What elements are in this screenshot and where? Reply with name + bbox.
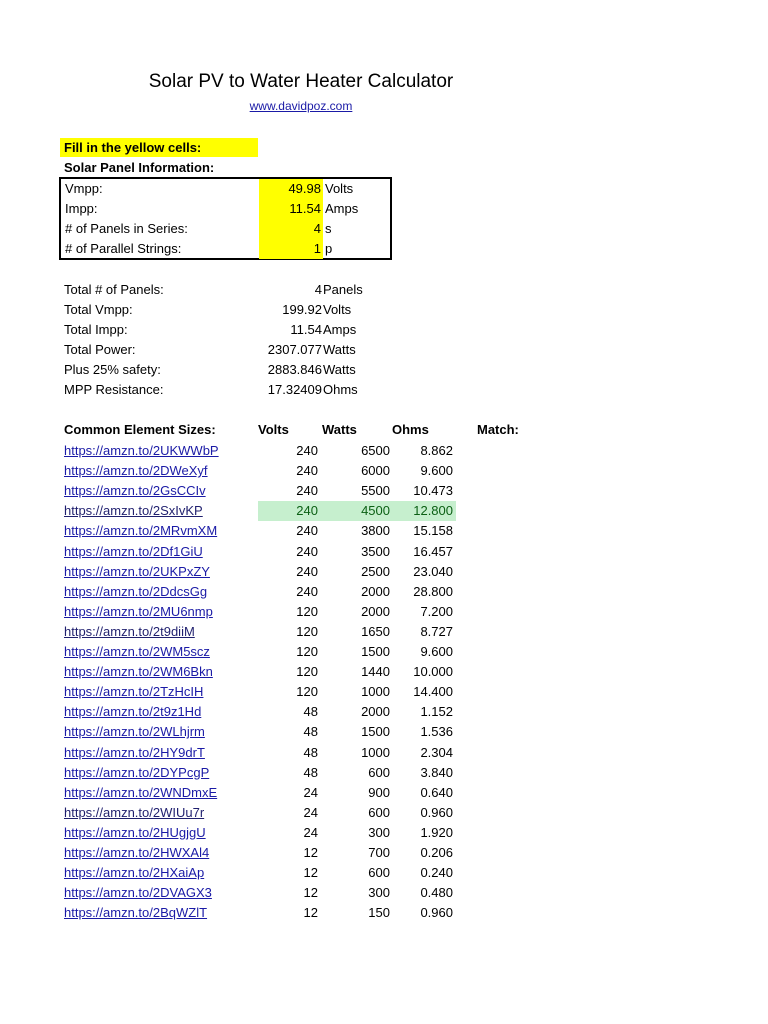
element-link[interactable]: https://amzn.to/2MU6nmp — [64, 603, 213, 619]
element-ohms: 1.152 — [420, 704, 453, 720]
element-watts: 1500 — [361, 724, 390, 740]
element-ohms: 14.400 — [413, 684, 453, 700]
element-ohms: 0.240 — [420, 865, 453, 881]
panel-section-heading: Solar Panel Information: — [64, 160, 215, 175]
calc-value: 4 — [314, 282, 322, 297]
element-row — [60, 722, 460, 742]
element-row — [60, 763, 460, 783]
element-link[interactable]: https://amzn.to/2BqWZlT — [64, 905, 208, 921]
calc-label: Total Impp: — [64, 322, 128, 337]
element-ohms: 7.200 — [420, 603, 453, 619]
element-watts: 3800 — [361, 523, 390, 539]
element-volts: 12 — [303, 885, 318, 901]
element-ohms: 9.600 — [420, 463, 453, 479]
input-unit: Volts — [325, 181, 354, 196]
element-volts: 24 — [303, 784, 318, 800]
element-link[interactable]: https://amzn.to/2WM6Bkn — [64, 664, 213, 680]
element-link[interactable]: https://amzn.to/2WIUu7r — [64, 804, 205, 820]
element-row — [60, 662, 460, 682]
website-link[interactable]: www.davidpoz.com — [249, 99, 353, 113]
element-volts: 120 — [296, 623, 318, 639]
element-volts: 48 — [303, 704, 318, 720]
element-volts: 240 — [296, 523, 318, 539]
element-watts: 150 — [368, 905, 390, 921]
element-volts: 12 — [303, 865, 318, 881]
element-link[interactable]: https://amzn.to/2SxIvKP — [64, 503, 203, 519]
calc-label: MPP Resistance: — [64, 382, 164, 397]
element-row — [60, 823, 460, 843]
element-link[interactable]: https://amzn.to/2GsCCIv — [64, 483, 206, 499]
fill-instruction: Fill in the yellow cells: — [60, 138, 258, 157]
element-watts: 2000 — [361, 603, 390, 619]
element-ohms: 8.862 — [420, 443, 453, 458]
element-row — [60, 582, 460, 602]
input-label: # of Panels in Series: — [65, 221, 188, 236]
input-row-impp — [61, 199, 390, 219]
element-watts: 300 — [368, 824, 390, 840]
input-label: Impp: — [65, 201, 98, 216]
element-volts: 24 — [303, 804, 318, 820]
calc-total-panels — [64, 280, 384, 300]
calc-label: Total Power: — [64, 342, 136, 357]
element-link[interactable]: https://amzn.to/2t9diiM — [64, 623, 195, 639]
element-watts: 600 — [368, 764, 390, 780]
input-unit: Amps — [325, 201, 359, 216]
element-link[interactable]: https://amzn.to/2Df1GiU — [64, 543, 203, 559]
element-ohms: 3.840 — [420, 764, 453, 780]
calc-value: 2883.846 — [267, 362, 322, 377]
element-ohms: 10.473 — [413, 483, 453, 499]
element-volts: 240 — [296, 443, 318, 458]
element-volts: 240 — [296, 503, 318, 519]
element-ohms: 15.158 — [413, 523, 453, 539]
element-row — [60, 542, 460, 562]
element-row — [60, 501, 460, 521]
element-watts: 4500 — [361, 503, 390, 519]
element-row — [60, 562, 460, 582]
element-watts: 2000 — [361, 704, 390, 720]
elements-header-match: Match: — [477, 422, 519, 437]
element-ohms: 0.640 — [420, 784, 453, 800]
element-watts: 1000 — [361, 744, 390, 760]
element-watts: 700 — [368, 845, 390, 860]
element-volts: 120 — [296, 684, 318, 700]
element-link[interactable]: https://amzn.to/2HUgjgU — [64, 824, 206, 840]
calc-safety-power — [64, 360, 384, 380]
calc-unit: Watts — [323, 342, 356, 357]
element-row — [60, 883, 460, 903]
element-watts: 2500 — [361, 563, 390, 579]
element-row — [60, 803, 460, 823]
impp-input[interactable]: 11.54 — [259, 199, 323, 219]
element-ohms: 1.920 — [420, 824, 453, 840]
element-link[interactable]: https://amzn.to/2DdcsGg — [64, 583, 208, 599]
element-volts: 12 — [303, 845, 318, 860]
element-volts: 240 — [296, 463, 318, 479]
element-volts: 240 — [296, 583, 318, 599]
calc-label: Total # of Panels: — [64, 282, 164, 297]
element-row — [60, 843, 460, 863]
input-unit: p — [325, 241, 333, 256]
element-watts: 900 — [368, 784, 390, 800]
element-row — [60, 682, 460, 702]
element-link[interactable]: https://amzn.to/2UKWWbP — [64, 443, 219, 458]
calc-total-power — [64, 340, 384, 360]
input-row-vmpp — [61, 179, 390, 199]
element-ohms: 16.457 — [413, 543, 453, 559]
element-link[interactable]: https://amzn.to/2UKPxZY — [64, 563, 210, 579]
element-watts: 3500 — [361, 543, 390, 559]
element-watts: 1000 — [361, 684, 390, 700]
element-row — [60, 481, 460, 501]
element-volts: 240 — [296, 483, 318, 499]
element-watts: 1440 — [361, 664, 390, 680]
element-row — [60, 602, 460, 622]
element-ohms: 1.536 — [420, 724, 453, 740]
element-link[interactable]: https://amzn.to/2DYPcgP — [64, 764, 210, 780]
calc-label: Total Vmpp: — [64, 302, 133, 317]
element-ohms: 0.960 — [420, 905, 453, 921]
element-volts: 48 — [303, 724, 318, 740]
element-link[interactable]: https://amzn.to/2WLhjrm — [64, 724, 205, 740]
calc-unit: Amps — [323, 322, 357, 337]
element-link[interactable]: https://amzn.to/2TzHcIH — [64, 684, 204, 700]
element-watts: 600 — [368, 865, 390, 881]
input-row-series — [61, 219, 390, 239]
element-volts: 48 — [303, 744, 318, 760]
calc-value: 11.54 — [290, 322, 322, 337]
element-ohms: 0.480 — [420, 885, 453, 901]
element-watts: 1500 — [361, 644, 390, 659]
calc-unit: Watts — [323, 362, 356, 377]
vmpp-input[interactable]: 49.98 — [259, 179, 323, 199]
calc-value: 2307.077 — [267, 342, 322, 357]
element-ohms: 9.600 — [420, 644, 453, 659]
element-ohms: 23.040 — [413, 563, 453, 579]
element-watts: 1650 — [361, 623, 390, 639]
element-volts: 12 — [303, 905, 318, 921]
element-volts: 120 — [296, 664, 318, 680]
element-ohms: 0.206 — [420, 845, 453, 860]
element-ohms: 10.000 — [413, 664, 453, 680]
element-volts: 240 — [296, 563, 318, 579]
calc-value: 17.32409 — [267, 382, 322, 397]
element-row — [60, 441, 460, 461]
element-row — [60, 461, 460, 481]
calc-total-impp — [64, 320, 384, 340]
page-title: Solar PV to Water Heater Calculator — [148, 71, 454, 92]
element-watts: 6500 — [361, 443, 390, 458]
element-ohms: 8.727 — [420, 623, 453, 639]
element-row — [60, 521, 460, 541]
elements-header-ohms: Ohms — [392, 422, 429, 437]
element-row — [60, 622, 460, 642]
elements-header-watts: Watts — [322, 422, 357, 437]
element-volts: 120 — [296, 644, 318, 659]
calc-value: 199.92 — [282, 302, 322, 317]
elements-header-volts: Volts — [258, 422, 289, 437]
element-link[interactable]: https://amzn.to/2WNDmxE — [64, 784, 218, 800]
element-watts: 300 — [368, 885, 390, 901]
element-row — [60, 863, 460, 883]
element-ohms: 28.800 — [413, 583, 453, 599]
element-link[interactable]: https://amzn.to/2HXaiAp — [64, 865, 205, 881]
element-watts: 600 — [368, 804, 390, 820]
element-ohms: 0.960 — [420, 804, 453, 820]
element-watts: 5500 — [361, 483, 390, 499]
calc-unit: Volts — [323, 302, 352, 317]
element-watts: 6000 — [361, 463, 390, 479]
parallel-strings-input[interactable]: 1 — [259, 239, 323, 259]
element-ohms: 2.304 — [420, 744, 453, 760]
element-row — [60, 903, 460, 923]
input-row-parallel — [61, 239, 390, 259]
element-volts: 24 — [303, 824, 318, 840]
element-watts: 2000 — [361, 583, 390, 599]
element-row — [60, 783, 460, 803]
element-link[interactable]: https://amzn.to/2WM5scz — [64, 644, 210, 659]
elements-header-name: Common Element Sizes: — [64, 422, 216, 437]
element-row — [60, 642, 460, 662]
calc-unit: Panels — [323, 282, 363, 297]
calc-total-vmpp — [64, 300, 384, 320]
element-volts: 240 — [296, 543, 318, 559]
input-unit: s — [325, 221, 332, 236]
panel-input-table — [59, 177, 392, 260]
element-row — [60, 743, 460, 763]
panels-in-series-input[interactable]: 4 — [259, 219, 323, 239]
calc-label: Plus 25% safety: — [64, 362, 161, 377]
calc-mpp-resistance — [64, 380, 384, 400]
input-label: # of Parallel Strings: — [65, 241, 182, 256]
element-ohms: 12.800 — [413, 503, 453, 519]
calc-unit: Ohms — [323, 382, 358, 397]
element-volts: 48 — [303, 764, 318, 780]
element-row — [60, 702, 460, 722]
element-link[interactable]: https://amzn.to/2MRvmXM — [64, 523, 218, 539]
element-link[interactable]: https://amzn.to/2DVAGX3 — [64, 885, 212, 901]
element-link[interactable]: https://amzn.to/2HY9drT — [64, 744, 205, 760]
element-link[interactable]: https://amzn.to/2HWXAl4 — [64, 845, 210, 860]
element-link[interactable]: https://amzn.to/2DWeXyf — [64, 463, 208, 479]
input-label: Vmpp: — [65, 181, 103, 196]
element-volts: 120 — [296, 603, 318, 619]
element-link[interactable]: https://amzn.to/2t9z1Hd — [64, 704, 202, 720]
